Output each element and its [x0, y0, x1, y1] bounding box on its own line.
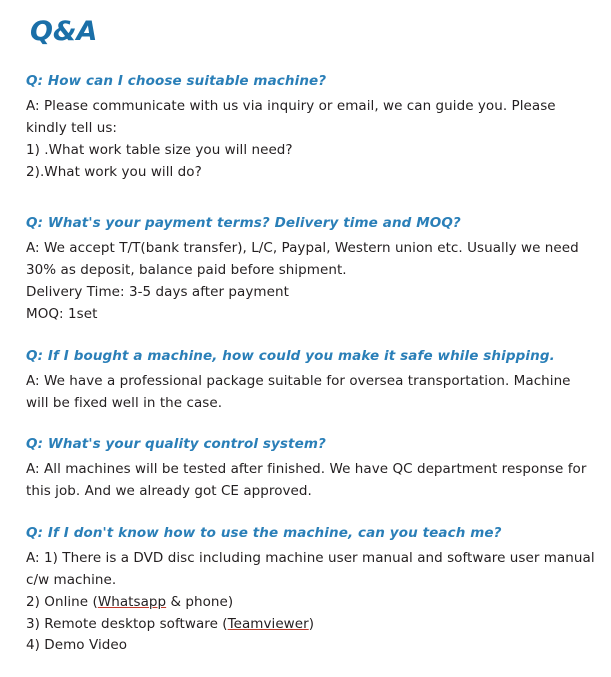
answer-text: 2).What work you will do?	[26, 163, 202, 180]
answer-text: A: 1) There is a DVD disc including machine user manual and software user manual c/w machine.	[26, 549, 595, 588]
qa-block-shipping-safety	[26, 346, 597, 415]
qa-block-training	[26, 523, 597, 657]
qa-block-payment-terms	[26, 213, 597, 325]
answer-text: MOQ: 1set	[26, 305, 98, 322]
answer-text-remote: 3) Remote desktop software (Teamviewer)	[26, 615, 315, 632]
question-text: Q: If I don't know how to use the machine, can you teach me?	[26, 525, 502, 541]
answer-text: Delivery Time: 3-5 days after payment	[26, 284, 289, 300]
answer-text: A: We have a professional package suitable for oversea transportation. Machine will be fixed well in the case.	[26, 372, 571, 411]
question-text: Q: If I bought a machine, how could you make it safe while shipping.	[26, 347, 555, 364]
answer-text: A: Please communicate with us via inquiry or email, we can guide you. Please kindly tell us:	[26, 97, 556, 136]
qa-block-choose-machine	[26, 71, 597, 183]
page-title: Q&A	[30, 16, 98, 47]
answer-text: 4) Demo Video	[26, 637, 128, 654]
qa-block-quality-control	[26, 434, 597, 503]
answer-text: A: We accept T/T(bank transfer), L/C, Paypal, Western union etc. Usually we need 30% as deposit, balance paid before shipment.	[26, 240, 579, 279]
answer-text: A: All machines will be tested after finished. We have QC department response for this job. And we already got CE approved.	[26, 461, 587, 500]
answer-text-online: 2) Online (Whatsapp & phone)	[26, 593, 234, 610]
question-text: Q: How can I choose suitable machine?	[26, 73, 327, 89]
question-text: Q: What's your payment terms? Delivery time and MOQ?	[26, 215, 461, 232]
question-text: Q: What's your quality control system?	[26, 436, 326, 453]
answer-text: 1) .What work table size you will need?	[26, 141, 293, 158]
